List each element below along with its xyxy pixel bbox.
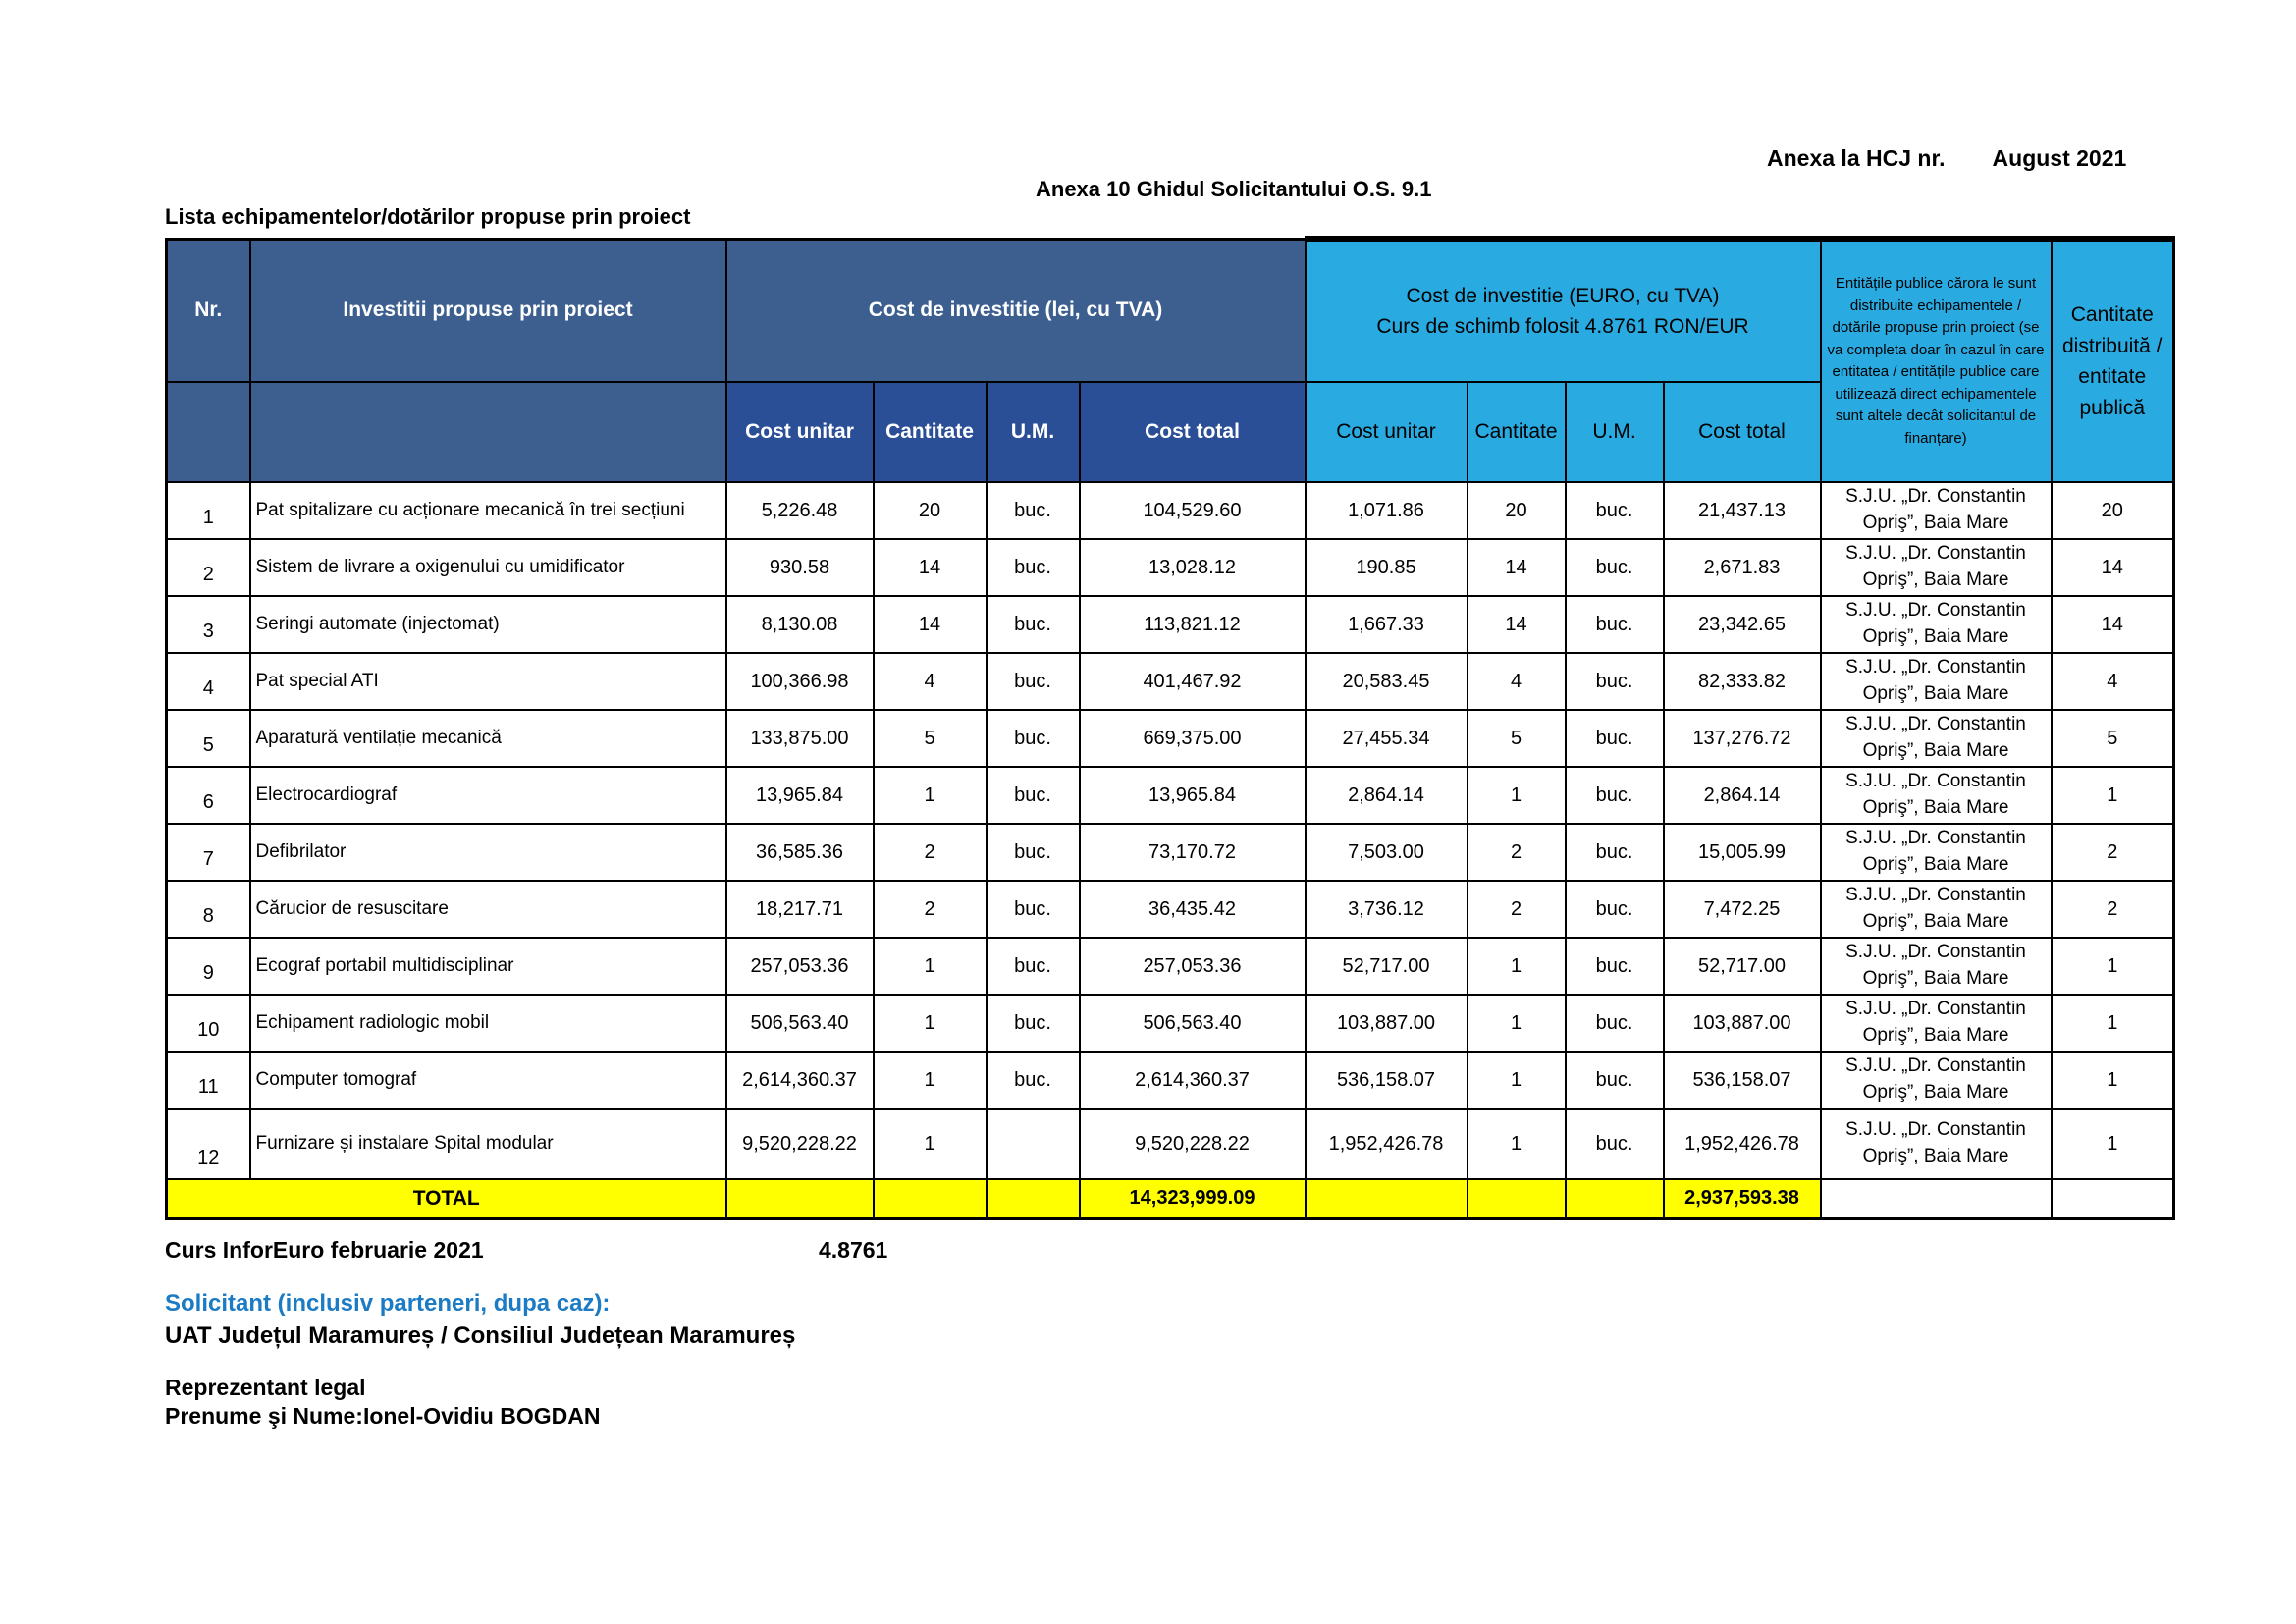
header-euro-line2: Curs de schimb folosit 4.8761 RON/EUR [1376, 315, 1749, 338]
row-eur-cost-unitar: 1,071.86 [1306, 482, 1468, 539]
row-lei-cost-unitar: 13,965.84 [726, 767, 874, 824]
header-lei-cantitate: Cantitate [874, 382, 987, 482]
row-lei-cost-total: 36,435.42 [1080, 881, 1306, 938]
row-cantitate-distribuita: 1 [2052, 995, 2174, 1052]
row-eur-cost-total: 1,952,426.78 [1664, 1109, 1821, 1179]
anexa-hcj-ref: Anexa la HCJ nr. [1767, 145, 1946, 171]
row-lei-um: buc. [987, 938, 1080, 995]
row-lei-cost-total: 506,563.40 [1080, 995, 1306, 1052]
reprezentant-legal-name: Prenume şi Nume:Ionel-Ovidiu BOGDAN [165, 1403, 601, 1429]
row-investment-name: Aparatură ventilație mecanică [250, 710, 726, 767]
header-lei-group: Cost de investitie (lei, cu TVA) [726, 239, 1306, 382]
row-cantitate-distribuita: 4 [2052, 653, 2174, 710]
row-lei-cantitate: 1 [874, 1052, 987, 1109]
row-lei-cost-unitar: 257,053.36 [726, 938, 874, 995]
row-lei-cantitate: 1 [874, 1109, 987, 1179]
reprezentant-legal-label: Reprezentant legal [165, 1375, 366, 1400]
row-lei-cost-unitar: 5,226.48 [726, 482, 874, 539]
row-eur-cost-total: 536,158.07 [1664, 1052, 1821, 1109]
row-eur-cost-unitar: 20,583.45 [1306, 653, 1468, 710]
row-eur-cantitate: 1 [1468, 1109, 1566, 1179]
table-row [167, 767, 2174, 824]
row-lei-cost-unitar: 506,563.40 [726, 995, 874, 1052]
header-eur-cost-unitar: Cost unitar [1306, 382, 1468, 482]
row-eur-cost-total: 21,437.13 [1664, 482, 1821, 539]
row-lei-cantitate: 14 [874, 596, 987, 653]
total-dist-empty [2052, 1179, 2174, 1218]
row-eur-cost-total: 23,342.65 [1664, 596, 1821, 653]
row-lei-cantitate: 14 [874, 539, 987, 596]
row-lei-cost-unitar: 930.58 [726, 539, 874, 596]
row-lei-cost-unitar: 133,875.00 [726, 710, 874, 767]
row-eur-cantitate: 20 [1468, 482, 1566, 539]
header-eur-cantitate: Cantitate [1468, 382, 1566, 482]
row-entity: S.J.U. „Dr. Constantin Opriş”, Baia Mare [1821, 824, 2052, 881]
header-eur-cost-total: Cost total [1664, 382, 1821, 482]
row-entity: S.J.U. „Dr. Constantin Opriş”, Baia Mare [1821, 596, 2052, 653]
row-eur-cantitate: 1 [1468, 1052, 1566, 1109]
row-cantitate-distribuita: 20 [2052, 482, 2174, 539]
row-eur-cantitate: 1 [1468, 995, 1566, 1052]
table-row [167, 938, 2174, 995]
header-nr: Nr. [167, 239, 250, 382]
row-eur-um: buc. [1566, 881, 1664, 938]
row-investment-name: Echipament radiologic mobil [250, 995, 726, 1052]
row-lei-cost-total: 401,467.92 [1080, 653, 1306, 710]
header-euro-group [1306, 239, 1821, 382]
table-row [167, 824, 2174, 881]
total-lei-unitar-empty [726, 1179, 874, 1218]
row-eur-um: buc. [1566, 824, 1664, 881]
total-label: TOTAL [167, 1179, 726, 1218]
row-lei-cantitate: 20 [874, 482, 987, 539]
header-eur-um: U.M. [1566, 382, 1664, 482]
row-number: 9 [167, 938, 250, 995]
row-lei-cost-total: 257,053.36 [1080, 938, 1306, 995]
row-eur-cost-unitar: 103,887.00 [1306, 995, 1468, 1052]
row-eur-cantitate: 2 [1468, 824, 1566, 881]
row-entity: S.J.U. „Dr. Constantin Opriş”, Baia Mare [1821, 1109, 2052, 1179]
row-eur-um: buc. [1566, 1109, 1664, 1179]
table-body [167, 482, 2174, 1179]
row-investment-name: Sistem de livrare a oxigenului cu umidificator [250, 539, 726, 596]
anexa-hcj-date: August 2021 [1992, 145, 2127, 171]
row-number: 10 [167, 995, 250, 1052]
row-entity: S.J.U. „Dr. Constantin Opriş”, Baia Mare [1821, 653, 2052, 710]
row-eur-cost-total: 137,276.72 [1664, 710, 1821, 767]
table-row [167, 1109, 2174, 1179]
row-number: 7 [167, 824, 250, 881]
row-number: 5 [167, 710, 250, 767]
row-lei-um: buc. [987, 539, 1080, 596]
row-eur-um: buc. [1566, 938, 1664, 995]
row-eur-cost-total: 2,864.14 [1664, 767, 1821, 824]
row-number: 6 [167, 767, 250, 824]
total-lei-um-empty [987, 1179, 1080, 1218]
row-eur-cost-unitar: 536,158.07 [1306, 1052, 1468, 1109]
row-eur-cantitate: 2 [1468, 881, 1566, 938]
total-row [167, 1179, 2174, 1218]
row-investment-name: Pat special ATI [250, 653, 726, 710]
row-lei-um: buc. [987, 1052, 1080, 1109]
row-eur-um: buc. [1566, 710, 1664, 767]
row-eur-um: buc. [1566, 596, 1664, 653]
row-cantitate-distribuita: 1 [2052, 1052, 2174, 1109]
row-cantitate-distribuita: 2 [2052, 881, 2174, 938]
row-investment-name: Defibrilator [250, 824, 726, 881]
row-lei-cantitate: 1 [874, 995, 987, 1052]
row-investment-name: Ecograf portabil multidisciplinar [250, 938, 726, 995]
row-number: 11 [167, 1052, 250, 1109]
row-eur-cost-unitar: 3,736.12 [1306, 881, 1468, 938]
row-lei-cost-total: 669,375.00 [1080, 710, 1306, 767]
solicitant-value: UAT Județul Maramureș / Consiliul Județean Maramureș [165, 1323, 796, 1349]
table-row [167, 653, 2174, 710]
row-investment-name: Electrocardiograf [250, 767, 726, 824]
row-eur-cost-unitar: 190.85 [1306, 539, 1468, 596]
row-lei-cantitate: 5 [874, 710, 987, 767]
row-lei-cost-unitar: 2,614,360.37 [726, 1052, 874, 1109]
row-eur-um: buc. [1566, 482, 1664, 539]
row-lei-um: buc. [987, 710, 1080, 767]
row-lei-cost-unitar: 36,585.36 [726, 824, 874, 881]
row-eur-cost-total: 103,887.00 [1664, 995, 1821, 1052]
row-lei-cost-total: 73,170.72 [1080, 824, 1306, 881]
total-entity-empty [1821, 1179, 2052, 1218]
row-entity: S.J.U. „Dr. Constantin Opriş”, Baia Mare [1821, 938, 2052, 995]
row-eur-cost-total: 82,333.82 [1664, 653, 1821, 710]
row-lei-cost-unitar: 8,130.08 [726, 596, 874, 653]
row-lei-cost-total: 13,028.12 [1080, 539, 1306, 596]
row-eur-cost-unitar: 7,503.00 [1306, 824, 1468, 881]
header-lei-cost-total: Cost total [1080, 382, 1306, 482]
row-eur-um: buc. [1566, 539, 1664, 596]
row-lei-cost-total: 13,965.84 [1080, 767, 1306, 824]
row-eur-cost-total: 52,717.00 [1664, 938, 1821, 995]
row-lei-cost-unitar: 100,366.98 [726, 653, 874, 710]
row-cantitate-distribuita: 14 [2052, 596, 2174, 653]
total-lei-cantitate-empty [874, 1179, 987, 1218]
header-investitii-cont [250, 382, 726, 482]
row-eur-cantitate: 5 [1468, 710, 1566, 767]
table-row [167, 482, 2174, 539]
row-lei-cantitate: 2 [874, 824, 987, 881]
row-lei-um [987, 1109, 1080, 1179]
solicitant-label: Solicitant (inclusiv parteneri, dupa caz): [165, 1290, 611, 1317]
header-euro-line1: Cost de investitie (EURO, cu TVA) [1406, 284, 1720, 307]
table-header [167, 239, 2174, 482]
row-lei-cost-unitar: 18,217.71 [726, 881, 874, 938]
row-lei-cost-total: 9,520,228.22 [1080, 1109, 1306, 1179]
total-lei-cost-total: 14,323,999.09 [1080, 1179, 1306, 1218]
row-cantitate-distribuita: 14 [2052, 539, 2174, 596]
row-lei-cantitate: 4 [874, 653, 987, 710]
header-cantitate-distribuita: Cantitate distribuită / entitate publică [2052, 239, 2174, 482]
row-entity: S.J.U. „Dr. Constantin Opriş”, Baia Mare [1821, 1052, 2052, 1109]
row-eur-cantitate: 14 [1468, 596, 1566, 653]
row-lei-um: buc. [987, 482, 1080, 539]
row-entity: S.J.U. „Dr. Constantin Opriş”, Baia Mare [1821, 482, 2052, 539]
row-eur-um: buc. [1566, 653, 1664, 710]
header-nr-cont [167, 382, 250, 482]
row-eur-cantitate: 14 [1468, 539, 1566, 596]
equipment-table [165, 236, 2175, 1220]
table-row [167, 1052, 2174, 1109]
row-entity: S.J.U. „Dr. Constantin Opriş”, Baia Mare [1821, 995, 2052, 1052]
row-eur-cost-unitar: 2,864.14 [1306, 767, 1468, 824]
total-eur-cost-total: 2,937,593.38 [1664, 1179, 1821, 1218]
row-lei-cantitate: 2 [874, 881, 987, 938]
row-lei-um: buc. [987, 881, 1080, 938]
row-eur-cost-total: 2,671.83 [1664, 539, 1821, 596]
row-entity: S.J.U. „Dr. Constantin Opriş”, Baia Mare [1821, 767, 2052, 824]
row-entity: S.J.U. „Dr. Constantin Opriş”, Baia Mare [1821, 539, 2052, 596]
total-eur-cantitate-empty [1468, 1179, 1566, 1218]
row-cantitate-distribuita: 1 [2052, 767, 2174, 824]
row-lei-cost-total: 2,614,360.37 [1080, 1052, 1306, 1109]
row-eur-cost-unitar: 1,952,426.78 [1306, 1109, 1468, 1179]
row-eur-um: buc. [1566, 767, 1664, 824]
row-cantitate-distribuita: 2 [2052, 824, 2174, 881]
row-lei-um: buc. [987, 767, 1080, 824]
table-row [167, 710, 2174, 767]
header-entity-desc: Entitățile publice cărora le sunt distribuite echipamentele / dotările propuse prin proiect (se va completa doar în cazul în care entitatea / entitățile publice care utilizează direct echipamentele sunt altele decât solicitantul de finanțare) [1821, 239, 2052, 482]
header-lei-cost-unitar: Cost unitar [726, 382, 874, 482]
row-eur-um: buc. [1566, 995, 1664, 1052]
row-investment-name: Computer tomograf [250, 1052, 726, 1109]
row-investment-name: Seringi automate (injectomat) [250, 596, 726, 653]
row-investment-name: Cărucior de resuscitare [250, 881, 726, 938]
row-entity: S.J.U. „Dr. Constantin Opriş”, Baia Mare [1821, 710, 2052, 767]
row-number: 3 [167, 596, 250, 653]
row-eur-cost-total: 15,005.99 [1664, 824, 1821, 881]
row-lei-um: buc. [987, 824, 1080, 881]
table-row [167, 881, 2174, 938]
row-eur-cost-unitar: 27,455.34 [1306, 710, 1468, 767]
row-eur-cantitate: 4 [1468, 653, 1566, 710]
curs-inforeuro-value: 4.8761 [819, 1237, 888, 1263]
row-lei-um: buc. [987, 995, 1080, 1052]
row-eur-cost-unitar: 1,667.33 [1306, 596, 1468, 653]
row-lei-cantitate: 1 [874, 767, 987, 824]
row-investment-name: Furnizare și instalare Spital modular [250, 1109, 726, 1179]
row-lei-um: buc. [987, 653, 1080, 710]
document-title: Anexa 10 Ghidul Solicitantului O.S. 9.1 [1036, 177, 1432, 201]
row-entity: S.J.U. „Dr. Constantin Opriş”, Baia Mare [1821, 881, 2052, 938]
row-lei-um: buc. [987, 596, 1080, 653]
row-number: 8 [167, 881, 250, 938]
row-cantitate-distribuita: 1 [2052, 1109, 2174, 1179]
table-row [167, 995, 2174, 1052]
curs-inforeuro-label: Curs InforEuro februarie 2021 [165, 1237, 484, 1263]
anexa-hcj-line [1767, 145, 2126, 172]
row-eur-cantitate: 1 [1468, 767, 1566, 824]
row-eur-cost-unitar: 52,717.00 [1306, 938, 1468, 995]
row-lei-cost-total: 104,529.60 [1080, 482, 1306, 539]
header-investitii: Investitii propuse prin proiect [250, 239, 726, 382]
list-title: Lista echipamentelor/dotărilor propuse prin proiect [165, 204, 691, 229]
row-lei-cost-total: 113,821.12 [1080, 596, 1306, 653]
equipment-table-container [165, 236, 2175, 1220]
row-investment-name: Pat spitalizare cu acționare mecanică în trei secțiuni [250, 482, 726, 539]
row-eur-cantitate: 1 [1468, 938, 1566, 995]
row-number: 4 [167, 653, 250, 710]
header-lei-um: U.M. [987, 382, 1080, 482]
table-row [167, 539, 2174, 596]
total-eur-unitar-empty [1306, 1179, 1468, 1218]
row-number: 2 [167, 539, 250, 596]
row-cantitate-distribuita: 1 [2052, 938, 2174, 995]
row-eur-um: buc. [1566, 1052, 1664, 1109]
curs-inforeuro-line [165, 1237, 1048, 1264]
table-row [167, 596, 2174, 653]
row-number: 12 [167, 1109, 250, 1179]
total-eur-um-empty [1566, 1179, 1664, 1218]
row-eur-cost-total: 7,472.25 [1664, 881, 1821, 938]
row-lei-cantitate: 1 [874, 938, 987, 995]
row-lei-cost-unitar: 9,520,228.22 [726, 1109, 874, 1179]
row-cantitate-distribuita: 5 [2052, 710, 2174, 767]
row-number: 1 [167, 482, 250, 539]
